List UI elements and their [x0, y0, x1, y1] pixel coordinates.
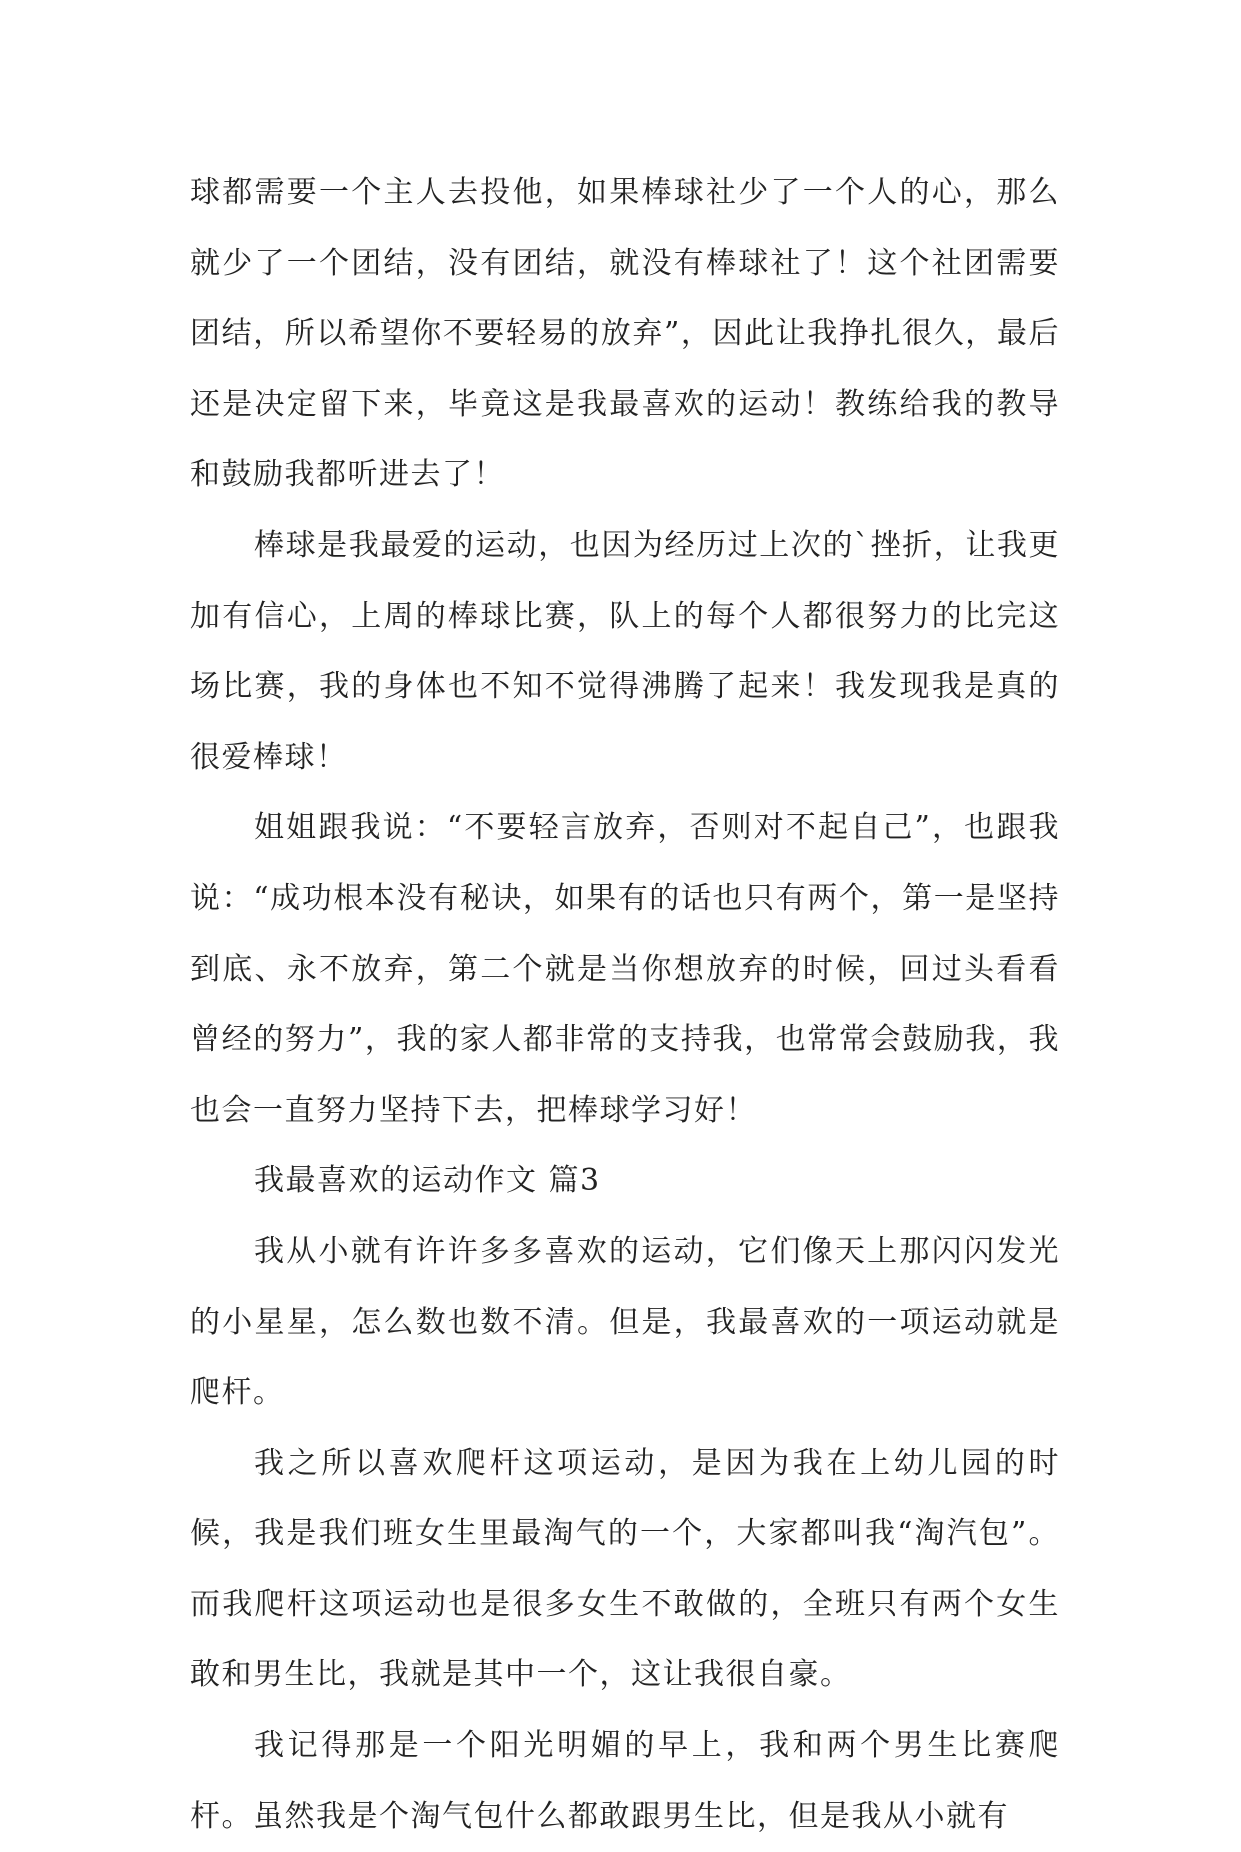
section-heading: 我最喜欢的运动作文 篇3: [254, 1163, 601, 1199]
paragraph-intro-climbing: 我从小就有许许多多喜欢的运动，它们像天上那闪闪发光的小星星，怎么数也数不清。但是，我最喜欢的一项运动就是爬杆。: [190, 1233, 1060, 1411]
paragraph-baseball-love: 棒球是我最爱的运动，也因为经历过上次的`挫折，让我更加有信心，上周的棒球比赛，队上的每个人都很努力的比完这场比赛，我的身体也不知不觉得沸腾了起来！我发现我是真的很爱棒球！: [190, 527, 1060, 775]
document-page: [190, 158, 1060, 1852]
paragraph-memory: 我记得那是一个阳光明媚的早上，我和两个男生比赛爬杆。虽然我是个淘气包什么都敢跟男生比，但是我从小就有: [190, 1728, 1060, 1834]
paragraph-sister-advice: 姐姐跟我说：“不要轻言放弃，否则对不起自己”，也跟我说：“成功根本没有秘诀，如果有的话也只有两个，第一是坚持到底、永不放弃，第二个就是当你想放弃的时候，回过头看看曾经的努力”，我的家人都非常的支持我，也常常会鼓励我，我也会一直努力坚持下去，把棒球学习好！: [190, 810, 1060, 1128]
paragraph-continued: 球都需要一个主人去投他，如果棒球社少了一个人的心，那么就少了一个团结，没有团结，就没有棒球社了！这个社团需要团结，所以希望你不要轻易的放弃”，因此让我挣扎很久，最后还是决定留下来，毕竟这是我最喜欢的运动！教练给我的教导和鼓励我都听进去了！: [190, 175, 1060, 493]
paragraph-why-climbing: 我之所以喜欢爬杆这项运动，是因为我在上幼儿园的时候，我是我们班女生里最淘气的一个，大家都叫我“淘汽包”。而我爬杆这项运动也是很多女生不敢做的，全班只有两个女生敢和男生比，我就是其中一个，这让我很自豪。: [190, 1445, 1060, 1693]
